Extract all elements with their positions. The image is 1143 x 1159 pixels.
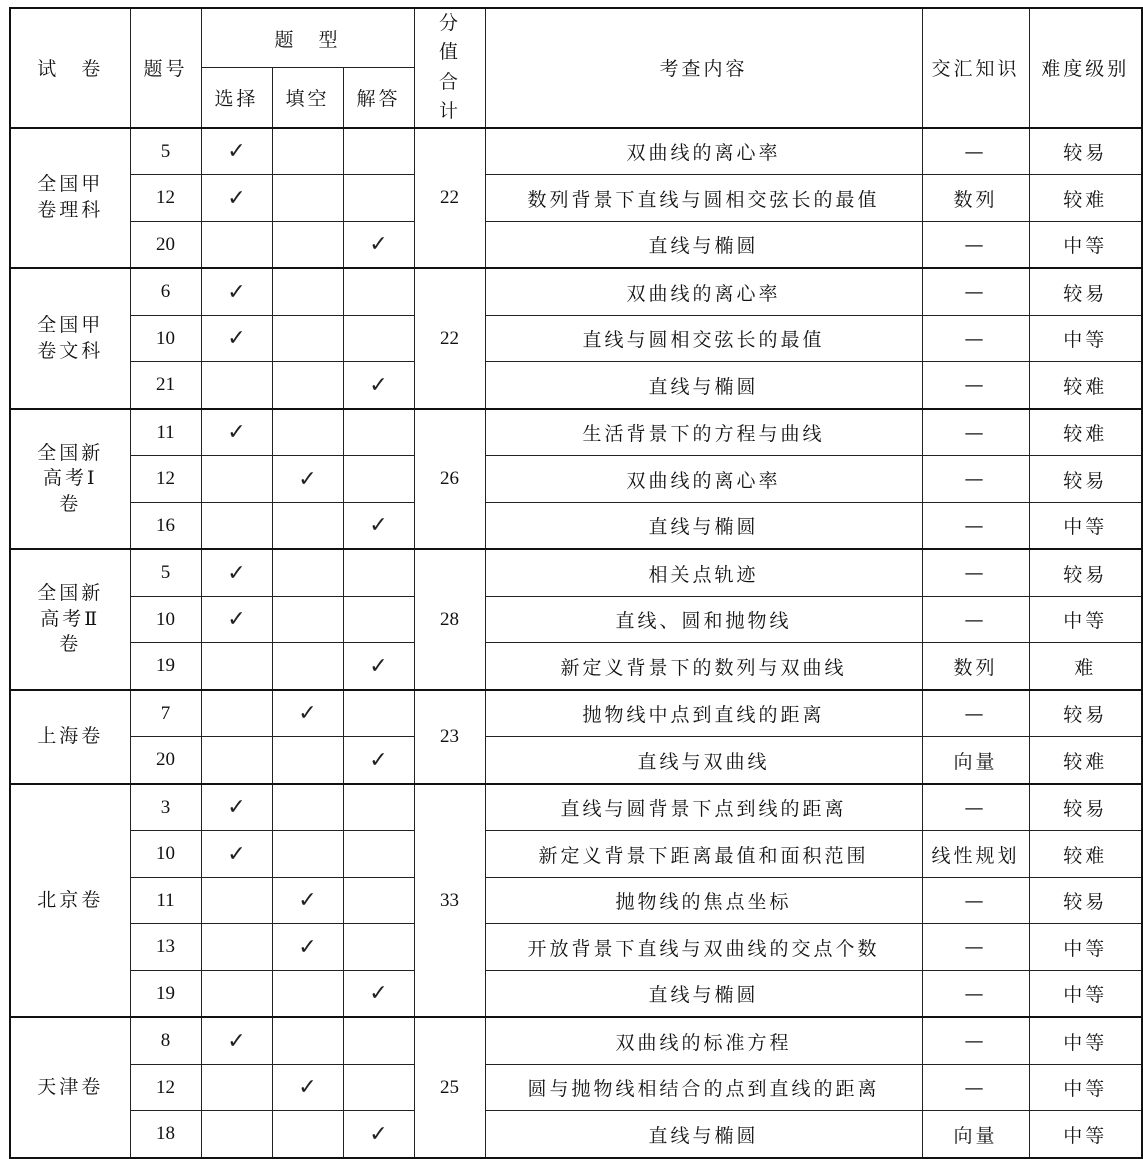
question-number: 11 bbox=[130, 409, 201, 456]
type-solve-cell bbox=[343, 362, 414, 409]
type-fill-cell bbox=[272, 362, 343, 409]
difficulty-cell: 中等 bbox=[1029, 1017, 1142, 1064]
content-cell: 直线与圆背景下点到线的距离 bbox=[485, 784, 922, 831]
table-row bbox=[10, 315, 1142, 362]
difficulty-cell: 较易 bbox=[1029, 690, 1142, 737]
exam-name: 天津卷 bbox=[37, 1075, 104, 1098]
score-total: 22 bbox=[414, 128, 485, 269]
type-choice-cell bbox=[201, 549, 272, 596]
header-question-number: 题号 bbox=[130, 8, 201, 128]
table-row bbox=[10, 1064, 1142, 1111]
type-fill-cell bbox=[272, 596, 343, 643]
exam-name-cell bbox=[10, 784, 130, 1018]
cross-knowledge-cell: — bbox=[922, 409, 1029, 456]
type-fill-cell bbox=[272, 690, 343, 737]
content-cell: 圆与抛物线相结合的点到直线的距离 bbox=[485, 1064, 922, 1111]
type-solve-cell bbox=[343, 877, 414, 924]
type-choice-cell bbox=[201, 362, 272, 409]
cross-knowledge-cell: — bbox=[922, 784, 1029, 831]
type-solve-cell bbox=[343, 128, 414, 175]
exam-name: 北京卷 bbox=[37, 888, 104, 911]
difficulty-cell: 较易 bbox=[1029, 784, 1142, 831]
type-choice-cell bbox=[201, 409, 272, 456]
question-number: 20 bbox=[130, 737, 201, 784]
table-body bbox=[10, 128, 1142, 1158]
type-choice-cell bbox=[201, 643, 272, 690]
type-choice-cell bbox=[201, 737, 272, 784]
content-cell: 新定义背景下距离最值和面积范围 bbox=[485, 831, 922, 878]
content-cell: 直线、圆和抛物线 bbox=[485, 596, 922, 643]
checkmark-icon: ✓ bbox=[227, 279, 246, 305]
question-number: 11 bbox=[130, 877, 201, 924]
exam-name-cell bbox=[10, 128, 130, 269]
exam-name-cell bbox=[10, 549, 130, 690]
content-cell: 双曲线的离心率 bbox=[485, 268, 922, 315]
difficulty-cell: 中等 bbox=[1029, 970, 1142, 1017]
checkmark-icon: ✓ bbox=[227, 185, 246, 211]
checkmark-icon: ✓ bbox=[227, 560, 246, 586]
type-fill-cell bbox=[272, 737, 343, 784]
exam-name-cell bbox=[10, 409, 130, 550]
difficulty-cell: 较易 bbox=[1029, 128, 1142, 175]
table-row bbox=[10, 690, 1142, 737]
exam-name: 全国新高考Ⅱ卷 bbox=[37, 582, 104, 656]
cross-knowledge-cell: — bbox=[922, 502, 1029, 549]
type-fill-cell bbox=[272, 924, 343, 971]
checkmark-icon: ✓ bbox=[369, 232, 388, 257]
question-number: 10 bbox=[130, 315, 201, 362]
type-solve-cell bbox=[343, 970, 414, 1017]
table-wrapper bbox=[9, 7, 1143, 1159]
type-solve-cell bbox=[343, 315, 414, 362]
difficulty-cell: 较易 bbox=[1029, 549, 1142, 596]
exam-name: 全国甲卷文科 bbox=[37, 313, 104, 362]
type-solve-cell bbox=[343, 1017, 414, 1064]
content-cell: 抛物线中点到直线的距离 bbox=[485, 690, 922, 737]
difficulty-cell: 较难 bbox=[1029, 362, 1142, 409]
difficulty-cell: 较易 bbox=[1029, 268, 1142, 315]
question-number: 5 bbox=[130, 549, 201, 596]
checkmark-icon: ✓ bbox=[298, 466, 317, 492]
cross-knowledge-cell: — bbox=[922, 128, 1029, 175]
cross-knowledge-cell: — bbox=[922, 970, 1029, 1017]
checkmark-icon: ✓ bbox=[227, 795, 246, 820]
content-cell: 直线与圆相交弦长的最值 bbox=[485, 315, 922, 362]
cross-knowledge-cell: — bbox=[922, 362, 1029, 409]
table-row bbox=[10, 1017, 1142, 1064]
type-fill-cell bbox=[272, 877, 343, 924]
question-number: 10 bbox=[130, 831, 201, 878]
content-cell: 数列背景下直线与圆相交弦长的最值 bbox=[485, 175, 922, 222]
question-number: 16 bbox=[130, 502, 201, 549]
type-fill-cell bbox=[272, 502, 343, 549]
cross-knowledge-cell: — bbox=[922, 549, 1029, 596]
question-number: 5 bbox=[130, 128, 201, 175]
cross-knowledge-cell: 线性规划 bbox=[922, 831, 1029, 878]
question-number: 21 bbox=[130, 362, 201, 409]
type-solve-cell bbox=[343, 456, 414, 503]
type-choice-cell bbox=[201, 128, 272, 175]
checkmark-icon: ✓ bbox=[369, 747, 388, 773]
checkmark-icon: ✓ bbox=[369, 653, 388, 679]
table-row bbox=[10, 409, 1142, 456]
type-solve-cell bbox=[343, 831, 414, 878]
cross-knowledge-cell: — bbox=[922, 315, 1029, 362]
checkmark-icon: ✓ bbox=[227, 420, 246, 445]
score-total: 23 bbox=[414, 690, 485, 784]
score-total: 33 bbox=[414, 784, 485, 1018]
difficulty-cell: 较易 bbox=[1029, 456, 1142, 503]
table-row bbox=[10, 784, 1142, 831]
question-number: 12 bbox=[130, 175, 201, 222]
table-row bbox=[10, 596, 1142, 643]
difficulty-cell: 较难 bbox=[1029, 175, 1142, 222]
score-total: 25 bbox=[414, 1017, 485, 1158]
content-cell: 直线与椭圆 bbox=[485, 221, 922, 268]
header-type-choice: 选择 bbox=[201, 68, 272, 128]
cross-knowledge-cell: — bbox=[922, 1017, 1029, 1064]
question-number: 12 bbox=[130, 456, 201, 503]
score-total: 26 bbox=[414, 409, 485, 550]
type-solve-cell bbox=[343, 1111, 414, 1158]
type-solve-cell bbox=[343, 924, 414, 971]
type-solve-cell bbox=[343, 221, 414, 268]
checkmark-icon: ✓ bbox=[227, 326, 246, 351]
table-row bbox=[10, 456, 1142, 503]
content-cell: 开放背景下直线与双曲线的交点个数 bbox=[485, 924, 922, 971]
question-number: 18 bbox=[130, 1111, 201, 1158]
type-choice-cell bbox=[201, 175, 272, 222]
exam-name-cell bbox=[10, 690, 130, 784]
type-choice-cell bbox=[201, 596, 272, 643]
exam-name: 上海卷 bbox=[37, 724, 104, 747]
content-cell: 抛物线的焦点坐标 bbox=[485, 877, 922, 924]
checkmark-icon: ✓ bbox=[227, 139, 246, 164]
type-choice-cell bbox=[201, 502, 272, 549]
type-choice-cell bbox=[201, 268, 272, 315]
header-cross-knowledge: 交汇知识 bbox=[922, 8, 1029, 128]
type-solve-cell bbox=[343, 690, 414, 737]
question-number: 13 bbox=[130, 924, 201, 971]
type-fill-cell bbox=[272, 128, 343, 175]
type-choice-cell bbox=[201, 1111, 272, 1158]
content-cell: 双曲线的离心率 bbox=[485, 128, 922, 175]
type-fill-cell bbox=[272, 1064, 343, 1111]
table-row bbox=[10, 877, 1142, 924]
table-row bbox=[10, 549, 1142, 596]
type-choice-cell bbox=[201, 970, 272, 1017]
header-difficulty: 难度级别 bbox=[1029, 8, 1142, 128]
header-row-1 bbox=[10, 8, 1142, 68]
checkmark-icon: ✓ bbox=[369, 1121, 388, 1147]
cross-knowledge-cell: 向量 bbox=[922, 737, 1029, 784]
difficulty-cell: 较难 bbox=[1029, 409, 1142, 456]
type-fill-cell bbox=[272, 315, 343, 362]
type-choice-cell bbox=[201, 924, 272, 971]
header-type-fill: 填空 bbox=[272, 68, 343, 128]
difficulty-cell: 中等 bbox=[1029, 596, 1142, 643]
type-fill-cell bbox=[272, 1111, 343, 1158]
difficulty-cell: 难 bbox=[1029, 643, 1142, 690]
checkmark-icon: ✓ bbox=[369, 372, 388, 398]
type-choice-cell bbox=[201, 877, 272, 924]
type-choice-cell bbox=[201, 831, 272, 878]
type-choice-cell bbox=[201, 221, 272, 268]
cross-knowledge-cell: — bbox=[922, 268, 1029, 315]
question-number: 12 bbox=[130, 1064, 201, 1111]
content-cell: 生活背景下的方程与曲线 bbox=[485, 409, 922, 456]
checkmark-icon: ✓ bbox=[227, 607, 246, 632]
content-cell: 直线与椭圆 bbox=[485, 362, 922, 409]
table-row bbox=[10, 831, 1142, 878]
type-choice-cell bbox=[201, 456, 272, 503]
cross-knowledge-cell: — bbox=[922, 221, 1029, 268]
question-number: 19 bbox=[130, 970, 201, 1017]
cross-knowledge-cell: — bbox=[922, 596, 1029, 643]
type-solve-cell bbox=[343, 268, 414, 315]
type-choice-cell bbox=[201, 784, 272, 831]
cross-knowledge-cell: — bbox=[922, 690, 1029, 737]
table-row bbox=[10, 128, 1142, 175]
type-fill-cell bbox=[272, 221, 343, 268]
content-cell: 双曲线的离心率 bbox=[485, 456, 922, 503]
difficulty-cell: 中等 bbox=[1029, 924, 1142, 971]
table-header bbox=[10, 8, 1142, 128]
type-solve-cell bbox=[343, 737, 414, 784]
content-cell: 直线与椭圆 bbox=[485, 1111, 922, 1158]
score-total: 22 bbox=[414, 268, 485, 409]
type-fill-cell bbox=[272, 970, 343, 1017]
type-fill-cell bbox=[272, 268, 343, 315]
cross-knowledge-cell: 数列 bbox=[922, 175, 1029, 222]
question-number: 7 bbox=[130, 690, 201, 737]
difficulty-cell: 中等 bbox=[1029, 1111, 1142, 1158]
header-content: 考查内容 bbox=[485, 8, 922, 128]
checkmark-icon: ✓ bbox=[298, 934, 317, 960]
header-question-type: 题 型 bbox=[201, 8, 414, 68]
table-row bbox=[10, 737, 1142, 784]
difficulty-cell: 中等 bbox=[1029, 1064, 1142, 1111]
cross-knowledge-cell: 向量 bbox=[922, 1111, 1029, 1158]
content-cell: 直线与双曲线 bbox=[485, 737, 922, 784]
checkmark-icon: ✓ bbox=[298, 701, 317, 726]
content-cell: 直线与椭圆 bbox=[485, 970, 922, 1017]
type-solve-cell bbox=[343, 643, 414, 690]
checkmark-icon: ✓ bbox=[227, 1028, 246, 1054]
type-solve-cell bbox=[343, 784, 414, 831]
type-fill-cell bbox=[272, 831, 343, 878]
table-row bbox=[10, 362, 1142, 409]
type-choice-cell bbox=[201, 690, 272, 737]
content-cell: 直线与椭圆 bbox=[485, 502, 922, 549]
content-cell: 相关点轨迹 bbox=[485, 549, 922, 596]
type-fill-cell bbox=[272, 643, 343, 690]
difficulty-cell: 较难 bbox=[1029, 737, 1142, 784]
type-solve-cell bbox=[343, 409, 414, 456]
type-fill-cell bbox=[272, 1017, 343, 1064]
type-solve-cell bbox=[343, 1064, 414, 1111]
cross-knowledge-cell: 数列 bbox=[922, 643, 1029, 690]
question-number: 6 bbox=[130, 268, 201, 315]
type-fill-cell bbox=[272, 784, 343, 831]
question-number: 10 bbox=[130, 596, 201, 643]
table-row bbox=[10, 502, 1142, 549]
header-score-total-text: 分值合计 bbox=[439, 12, 461, 123]
type-choice-cell bbox=[201, 1017, 272, 1064]
difficulty-cell: 中等 bbox=[1029, 502, 1142, 549]
content-cell: 双曲线的标准方程 bbox=[485, 1017, 922, 1064]
type-solve-cell bbox=[343, 502, 414, 549]
checkmark-icon: ✓ bbox=[227, 841, 246, 867]
type-solve-cell bbox=[343, 549, 414, 596]
content-cell: 新定义背景下的数列与双曲线 bbox=[485, 643, 922, 690]
header-score-total bbox=[414, 8, 485, 128]
type-fill-cell bbox=[272, 456, 343, 503]
table-row bbox=[10, 643, 1142, 690]
checkmark-icon: ✓ bbox=[369, 981, 388, 1006]
table-row bbox=[10, 970, 1142, 1017]
table-row bbox=[10, 924, 1142, 971]
cross-knowledge-cell: — bbox=[922, 1064, 1029, 1111]
table-row bbox=[10, 268, 1142, 315]
question-number: 20 bbox=[130, 221, 201, 268]
type-fill-cell bbox=[272, 175, 343, 222]
type-choice-cell bbox=[201, 1064, 272, 1111]
type-choice-cell bbox=[201, 315, 272, 362]
checkmark-icon: ✓ bbox=[298, 888, 317, 913]
question-number: 19 bbox=[130, 643, 201, 690]
table-row bbox=[10, 221, 1142, 268]
type-fill-cell bbox=[272, 549, 343, 596]
score-total: 28 bbox=[414, 549, 485, 690]
difficulty-cell: 较难 bbox=[1029, 831, 1142, 878]
exam-name: 全国新高考Ⅰ卷 bbox=[37, 441, 104, 515]
header-exam: 试 卷 bbox=[10, 8, 130, 128]
header-type-solve: 解答 bbox=[343, 68, 414, 128]
cross-knowledge-cell: — bbox=[922, 456, 1029, 503]
cross-knowledge-cell: — bbox=[922, 924, 1029, 971]
difficulty-cell: 中等 bbox=[1029, 315, 1142, 362]
exam-name-cell bbox=[10, 268, 130, 409]
exam-name: 全国甲卷理科 bbox=[37, 173, 104, 221]
table-row bbox=[10, 1111, 1142, 1158]
type-solve-cell bbox=[343, 175, 414, 222]
table-row bbox=[10, 175, 1142, 222]
question-number: 3 bbox=[130, 784, 201, 831]
question-number: 8 bbox=[130, 1017, 201, 1064]
difficulty-cell: 中等 bbox=[1029, 221, 1142, 268]
difficulty-cell: 较易 bbox=[1029, 877, 1142, 924]
exam-analysis-table bbox=[9, 7, 1143, 1159]
type-solve-cell bbox=[343, 596, 414, 643]
cross-knowledge-cell: — bbox=[922, 877, 1029, 924]
checkmark-icon: ✓ bbox=[369, 513, 388, 538]
type-fill-cell bbox=[272, 409, 343, 456]
checkmark-icon: ✓ bbox=[298, 1075, 317, 1100]
